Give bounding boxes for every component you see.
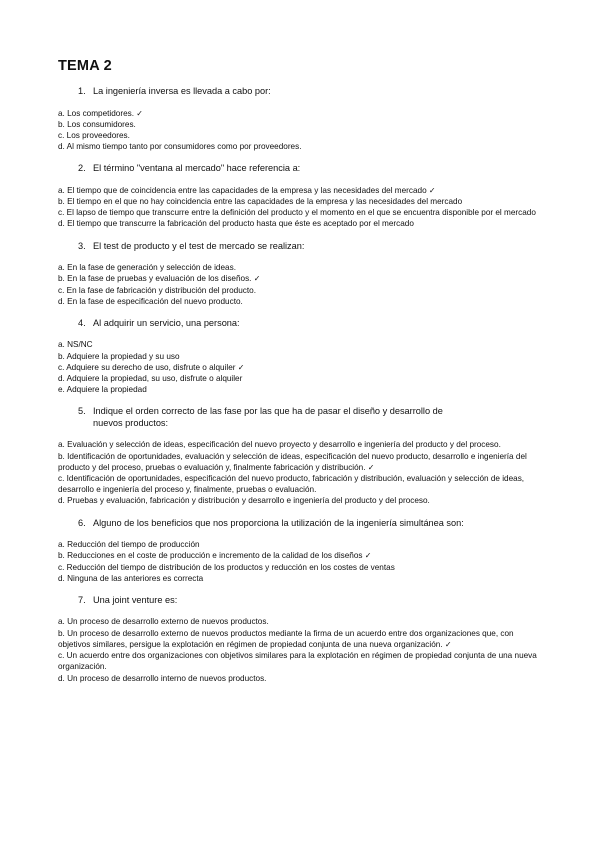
page-title: TEMA 2 <box>58 58 112 74</box>
question-7 <box>58 595 542 684</box>
option-b: b. En la fase de pruebas y evaluación de los diseños. ✓ <box>58 274 261 284</box>
option-a: a. Los competidores. ✓ <box>58 108 144 118</box>
option-b: b. Identificación de oportunidades, evaluación y selección de ideas, especificación del nuevo producto, desarrollo e ingeniería del producto y del proceso, pruebas o evaluación y, finalmente fabricación y distribución. ✓ <box>58 451 527 472</box>
option-c: c. Un acuerdo entre dos organizaciones con objetivos similares para la explotación en régimen de propiedad conjunta de una nueva organización. <box>58 651 537 672</box>
option-c: c. Los proveedores. <box>58 130 130 140</box>
option-b: b. Un proceso de desarrollo externo de nuevos productos mediante la firma de un acuerdo entre dos organizaciones que, con objetivos similares, persigue la explotación en régimen de propiedad conjunta de una nueva organización. ✓ <box>58 628 514 649</box>
question-number: 7. <box>78 594 86 605</box>
option-d: d. Al mismo tiempo tanto por consumidores como por proveedores. <box>58 142 302 152</box>
option-c: c. El lapso de tiempo que transcurre entre la definición del producto y el momento en el que se encuentra disponible por el mercado <box>58 208 536 218</box>
question-1-options <box>58 108 542 153</box>
question-7-text <box>58 595 542 607</box>
option-d: d. Un proceso de desarrollo interno de nuevos productos. <box>58 673 267 683</box>
option-d: d. Ninguna de las anteriores es correcta <box>58 573 204 583</box>
option-b: b. Reducciones en el coste de producción e incremento de la calidad de los diseños ✓ <box>58 551 372 561</box>
option-e: e. Adquiere la propiedad <box>58 385 147 395</box>
question-number: 3. <box>78 240 86 251</box>
question-1-text <box>58 86 542 98</box>
option-a: a. Un proceso de desarrollo externo de nuevos productos. <box>58 617 269 627</box>
question-number: 2. <box>78 163 86 174</box>
question-prompt: Una joint venture es: <box>93 594 178 605</box>
question-2 <box>58 163 542 229</box>
option-c: c. Adquiere su derecho de uso, disfrute o alquiler ✓ <box>58 362 245 372</box>
question-prompt: Alguno de los beneficios que nos proporciona la utilización de la ingeniería simultánea son: <box>93 517 464 528</box>
question-4 <box>58 318 542 396</box>
option-d: d. Pruebas y evaluación, fabricación y distribución y desarrollo e ingeniería del producto y del proceso. <box>58 496 430 506</box>
question-prompt: El test de producto y el test de mercado se realizan: <box>93 240 305 251</box>
option-d: d. En la fase de especificación del nuevo producto. <box>58 296 243 306</box>
question-4-options <box>58 339 542 395</box>
question-3 <box>58 241 542 307</box>
question-prompt: Indique el orden correcto de las fase por las que ha de pasar el diseño y desarrollo de nuevos productos: <box>93 406 443 428</box>
question-5 <box>58 406 542 506</box>
option-c: c. Identificación de oportunidades, especificación del nuevo producto, fabricación y distribución, evaluación y selección de ideas, desarrollo e ingeniería del proceso y, finalmente, pruebas o evaluación. <box>58 474 525 495</box>
question-4-text <box>58 318 542 330</box>
question-2-options <box>58 185 542 230</box>
question-number: 4. <box>78 317 86 328</box>
option-a: a. El tiempo que de coincidencia entre las capacidades de la empresa y las necesidades del mercado ✓ <box>58 185 436 195</box>
question-6-text <box>58 518 542 530</box>
question-5-options <box>58 439 542 506</box>
option-a: a. NS/NC <box>58 340 93 350</box>
question-number: 5. <box>78 406 86 417</box>
option-c: c. En la fase de fabricación y distribución del producto. <box>58 285 256 295</box>
question-6-options <box>58 539 542 584</box>
option-d: d. El tiempo que transcurre la fabricación del producto hasta que éste es aceptado por el mercado <box>58 219 414 229</box>
question-2-text <box>58 163 542 175</box>
option-a: a. En la fase de generación y selección de ideas. <box>58 263 236 273</box>
question-prompt: La ingeniería inversa es llevada a cabo por: <box>93 86 271 96</box>
option-a: a. Evaluación y selección de ideas, especificación del nuevo proyecto y desarrollo e ingeniería del producto y del proceso. <box>58 440 501 450</box>
question-3-text <box>58 241 542 253</box>
option-b: b. El tiempo en el que no hay coincidencia entre las capacidades de la empresa y las necesidades del mercado <box>58 197 463 207</box>
question-prompt: Al adquirir un servicio, una persona: <box>93 317 240 328</box>
option-a: a. Reducción del tiempo de producción <box>58 540 200 550</box>
question-6 <box>58 518 542 584</box>
question-number: 6. <box>78 517 86 528</box>
question-3-options <box>58 262 542 307</box>
question-7-options <box>58 616 542 683</box>
option-b: b. Adquiere la propiedad y su uso <box>58 351 180 361</box>
option-d: d. Adquiere la propiedad, su uso, disfrute o alquiler <box>58 374 243 384</box>
question-prompt: El término "ventana al mercado" hace referencia a: <box>93 163 301 174</box>
question-1 <box>58 86 542 152</box>
question-number: 1. <box>78 86 86 96</box>
question-5-text <box>58 406 542 429</box>
option-b: b. Los consumidores. <box>58 119 136 129</box>
option-c: c. Reducción del tiempo de distribución de los productos y reducción en los costes de ventas <box>58 562 395 572</box>
